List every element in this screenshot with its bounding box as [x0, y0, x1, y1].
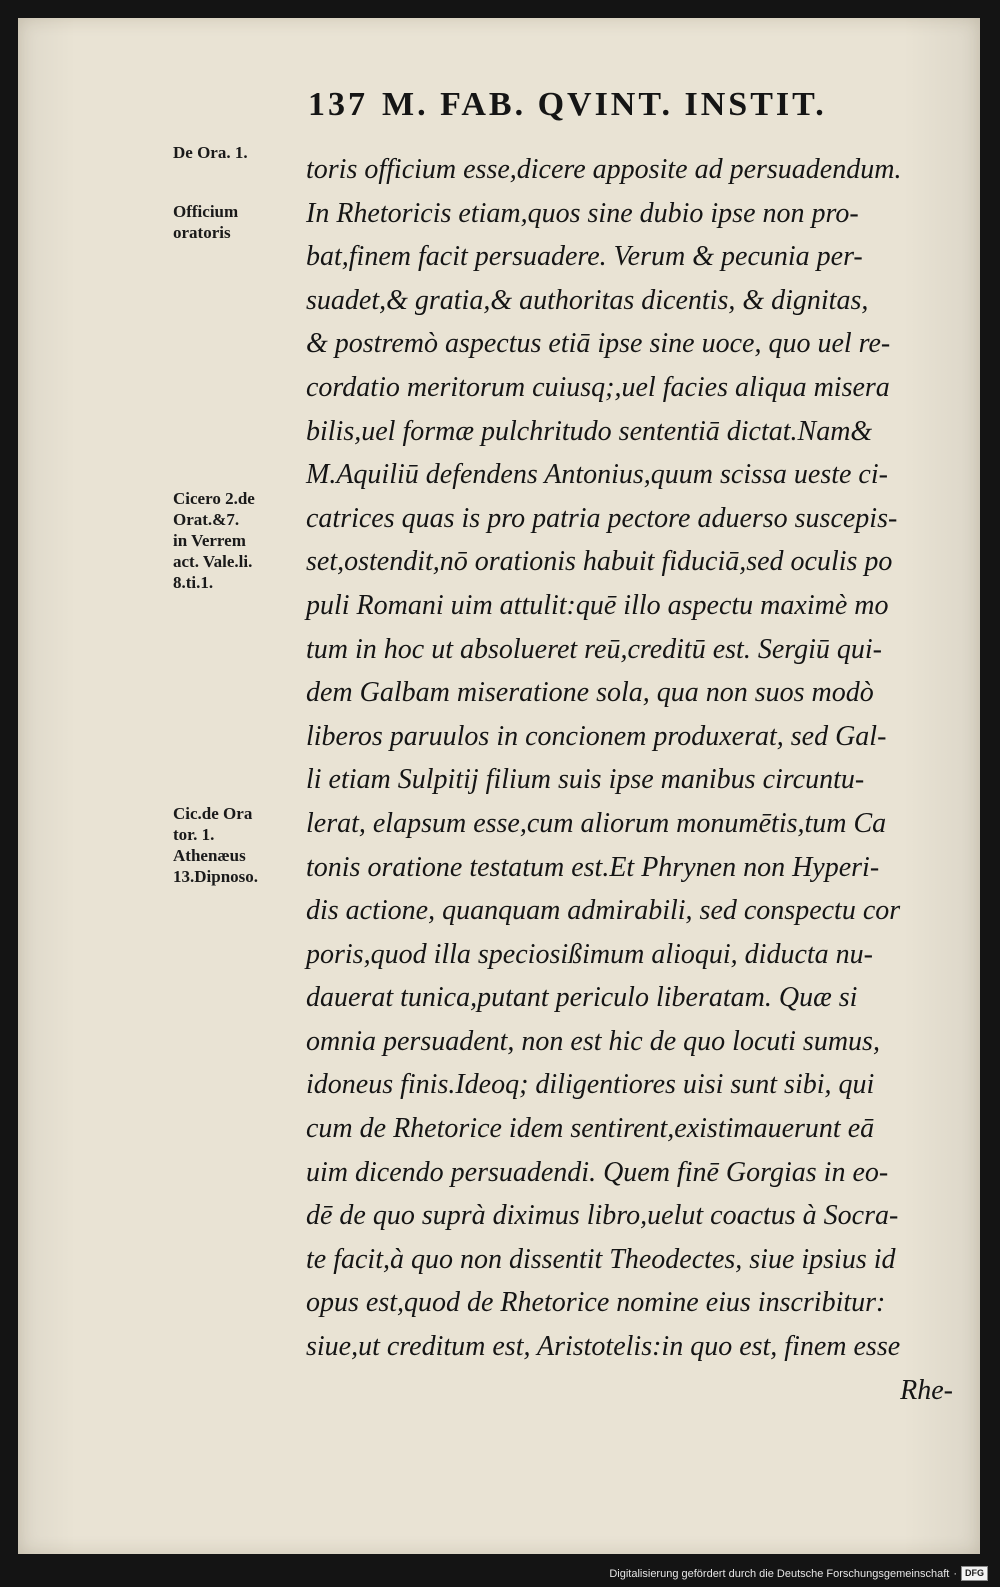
text-line: toris officium esse,dicere apposite ad persuadendum.	[306, 154, 902, 185]
text-line: liberos paruulos in concionem produxerat, sed Gal-	[306, 720, 887, 752]
text-line: bat,finem facit persuadere. Verum & pecunia per-	[306, 241, 863, 273]
page-number: 137	[308, 86, 368, 123]
margin-note: Officium oratoris	[173, 202, 239, 242]
main-text-block	[306, 148, 971, 1412]
text-line: uim dicendo persuadendi. Quem finē Gorgias in eo-	[306, 1156, 889, 1188]
text-line: catrices quas is pro patria pectore aduerso suscepis-	[306, 502, 898, 534]
credit-text: Digitalisierung gefördert durch die Deutsche Forschungsgemeinschaft	[609, 1567, 950, 1580]
text-line: cordatio meritorum cuiusq;,uel facies aliqua misera	[306, 371, 890, 403]
text-line: siue,ut creditum est, Aristotelis:in quo est, finem esse	[306, 1331, 901, 1363]
text-line: tum in hoc ut absolueret reū,creditū est. Sergiū qui-	[306, 633, 882, 665]
text-line: dis actione, quanquam admirabili, sed conspectu cor	[306, 895, 901, 927]
text-line: idoneus finis.Ideoq; diligentiores uisi sunt sibi, qui	[306, 1069, 875, 1101]
text-line: M.Aquiliū defendens Antonius,quum scissa ueste ci-	[306, 459, 888, 491]
text-line: set,ostendit,nō orationis habuit fiduciā,sed oculis po	[306, 546, 893, 578]
text-line: tonis oratione testatum est.Et Phrynen non Hyperi-	[306, 851, 880, 883]
text-line: dauerat tunica,putant periculo liberatam. Quæ si	[306, 982, 858, 1014]
text-line: puli Romani uim attulit:quē illo aspectu maximè mo	[306, 589, 889, 621]
text-line: omnia persuadent, non est hic de quo locuti sumus,	[306, 1025, 880, 1057]
text-line: suadet,& gratia,& authoritas dicentis, & dignitas,	[306, 284, 869, 316]
text-line: te facit,à quo non dissentit Theodectes, siue ipsius id	[306, 1243, 896, 1275]
book-page	[18, 18, 980, 1554]
catchword: Rhe-	[900, 1374, 953, 1406]
dfg-logo-icon: DFG	[961, 1566, 988, 1581]
digitization-credit: Digitalisierung gefördert durch die Deutsche Forschungsgemeinschaft · DFG	[609, 1566, 988, 1581]
text-line: lerat, elapsum esse,cum aliorum monumētis,tum Ca	[306, 807, 887, 839]
text-line: cum de Rhetorice idem sentirent,existimauerunt eā	[306, 1113, 875, 1145]
running-header	[308, 86, 928, 124]
text-line: dē de quo suprà diximus libro,uelut coactus à Socra-	[306, 1200, 899, 1232]
margin-note: De Ora. 1.	[173, 143, 248, 162]
running-title: M. FAB. QVINT. INSTIT.	[382, 86, 827, 123]
text-line: poris,quod illa speciosißimum alioqui, diducta nu-	[306, 938, 873, 970]
text-line: & postremò aspectus etiā ipse sine uoce, quo uel re-	[306, 328, 891, 360]
text-line: dem Galbam miseratione sola, qua non suos modò	[306, 677, 874, 709]
text-line: li etiam Sulpitij filium suis ipse manibus circuntu-	[306, 764, 865, 796]
text-line: bilis,uel formæ pulchritudo sententiā dictat.Nam&	[306, 415, 873, 447]
text-line: opus est,quod de Rhetorice nomine eius inscribitur:	[306, 1287, 886, 1319]
margin-note: Cic.de Ora tor. 1. Athenæus 13.Dipnoso.	[173, 804, 259, 886]
text-line: In Rhetoricis etiam,quos sine dubio ipse non pro-	[306, 197, 859, 229]
margin-note: Cicero 2.de Orat.&7. in Verrem act. Vale.li. 8.ti.1.	[173, 489, 255, 592]
